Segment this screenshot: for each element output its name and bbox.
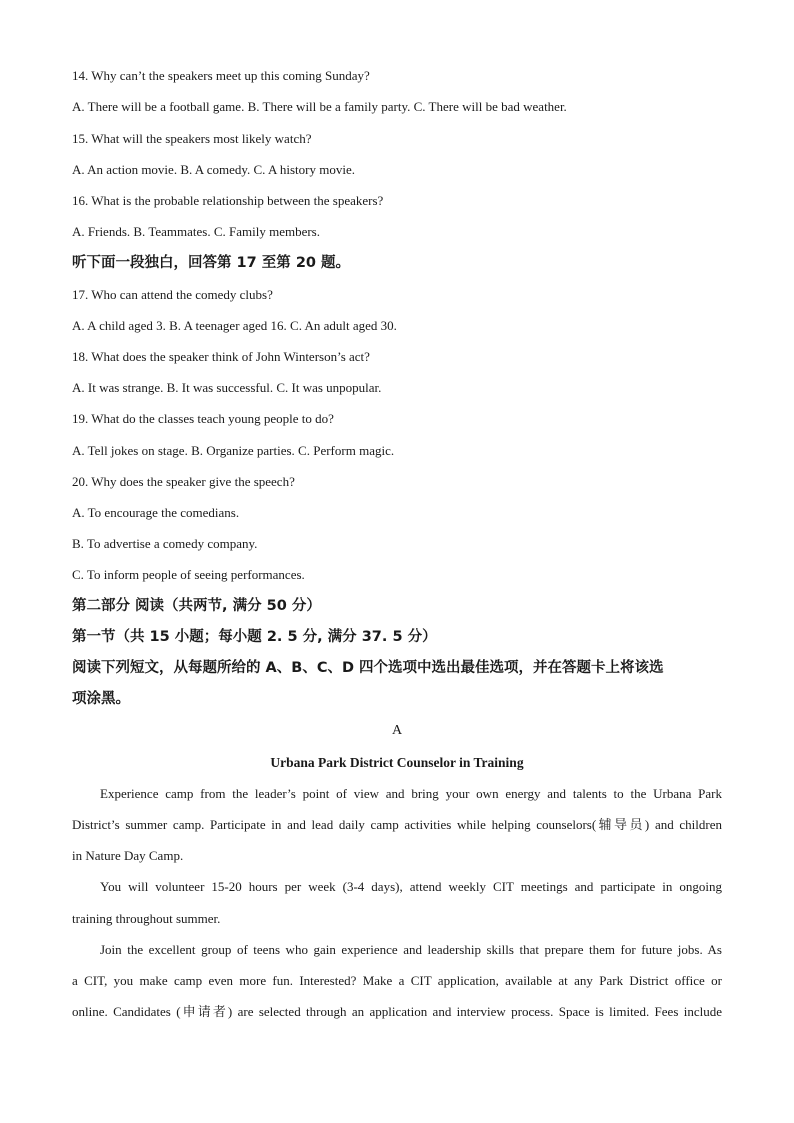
passage-letter: A bbox=[391, 723, 403, 738]
question-20: 20. Why does the speaker give the speech? bbox=[72, 474, 295, 489]
paragraph-3-line-3: online. Candidates (申请者) are selected through an application and interview process. Space is limited. Fees include bbox=[72, 1004, 722, 1019]
question-19-options: A. Tell jokes on stage. B. Organize parties. C. Perform magic. bbox=[72, 443, 395, 458]
question-16-options: A. Friends. B. Teammates. C. Family members. bbox=[72, 224, 320, 239]
question-20-option-a: A. To encourage the comedians. bbox=[72, 505, 240, 520]
question-18: 18. What does the speaker think of John Winterson’s act? bbox=[72, 349, 370, 364]
paragraph-1-line-1: Experience camp from the leader’s point of view and bring your own energy and talents to the Urbana Park bbox=[100, 786, 722, 801]
question-16: 16. What is the probable relationship between the speakers? bbox=[72, 193, 384, 208]
question-17: 17. Who can attend the comedy clubs? bbox=[72, 287, 273, 302]
question-14: 14. Why can’t the speakers meet up this coming Sunday? bbox=[72, 68, 370, 83]
paragraph-3-line-2: a CIT, you make camp even more fun. Interested? Make a CIT application, available at any Park District office or bbox=[72, 973, 722, 988]
question-20-option-c: C. To inform people of seeing performances. bbox=[72, 567, 305, 582]
question-15-options: A. An action movie. B. A comedy. C. A history movie. bbox=[72, 162, 355, 177]
reading-part-heading: 第二部分 阅读（共两节, 满分 50 分） bbox=[72, 598, 321, 614]
reading-instruction-line-2: 项涂黑。 bbox=[72, 691, 130, 707]
passage-title: Urbana Park District Counselor in Training bbox=[270, 755, 524, 770]
question-18-options: A. It was strange. B. It was successful. C. It was unpopular. bbox=[72, 380, 382, 395]
reading-section-heading: 第一节（共 15 小题；每小题 2. 5 分, 满分 37. 5 分） bbox=[72, 629, 437, 645]
monologue-instruction: 听下面一段独白，回答第 17 至第 20 题。 bbox=[72, 255, 351, 271]
paragraph-2-line-1: You will volunteer 15-20 hours per week (3-4 days), attend weekly CIT meetings and participate in ongoing bbox=[100, 879, 722, 894]
reading-instruction-line-1: 阅读下列短文，从每题所给的 A、B、C、D 四个选项中选出最佳选项，并在答题卡上将该选 bbox=[72, 660, 664, 676]
paragraph-2-line-2: training throughout summer. bbox=[72, 911, 221, 926]
question-17-options: A. A child aged 3. B. A teenager aged 16. C. An adult aged 30. bbox=[72, 318, 397, 333]
paragraph-1-line-3: in Nature Day Camp. bbox=[72, 848, 184, 863]
paragraph-3-line-1: Join the excellent group of teens who gain experience and leadership skills that prepare them for future jobs. As bbox=[100, 942, 722, 957]
question-20-option-b: B. To advertise a comedy company. bbox=[72, 536, 258, 551]
question-15: 15. What will the speakers most likely watch? bbox=[72, 131, 312, 146]
question-19: 19. What do the classes teach young people to do? bbox=[72, 411, 334, 426]
question-14-options: A. There will be a football game. B. There will be a family party. C. There will be bad weather. bbox=[72, 99, 567, 114]
paragraph-1-line-2: District’s summer camp. Participate in and lead daily camp activities while helping counselors(辅导员) and children bbox=[72, 817, 722, 832]
